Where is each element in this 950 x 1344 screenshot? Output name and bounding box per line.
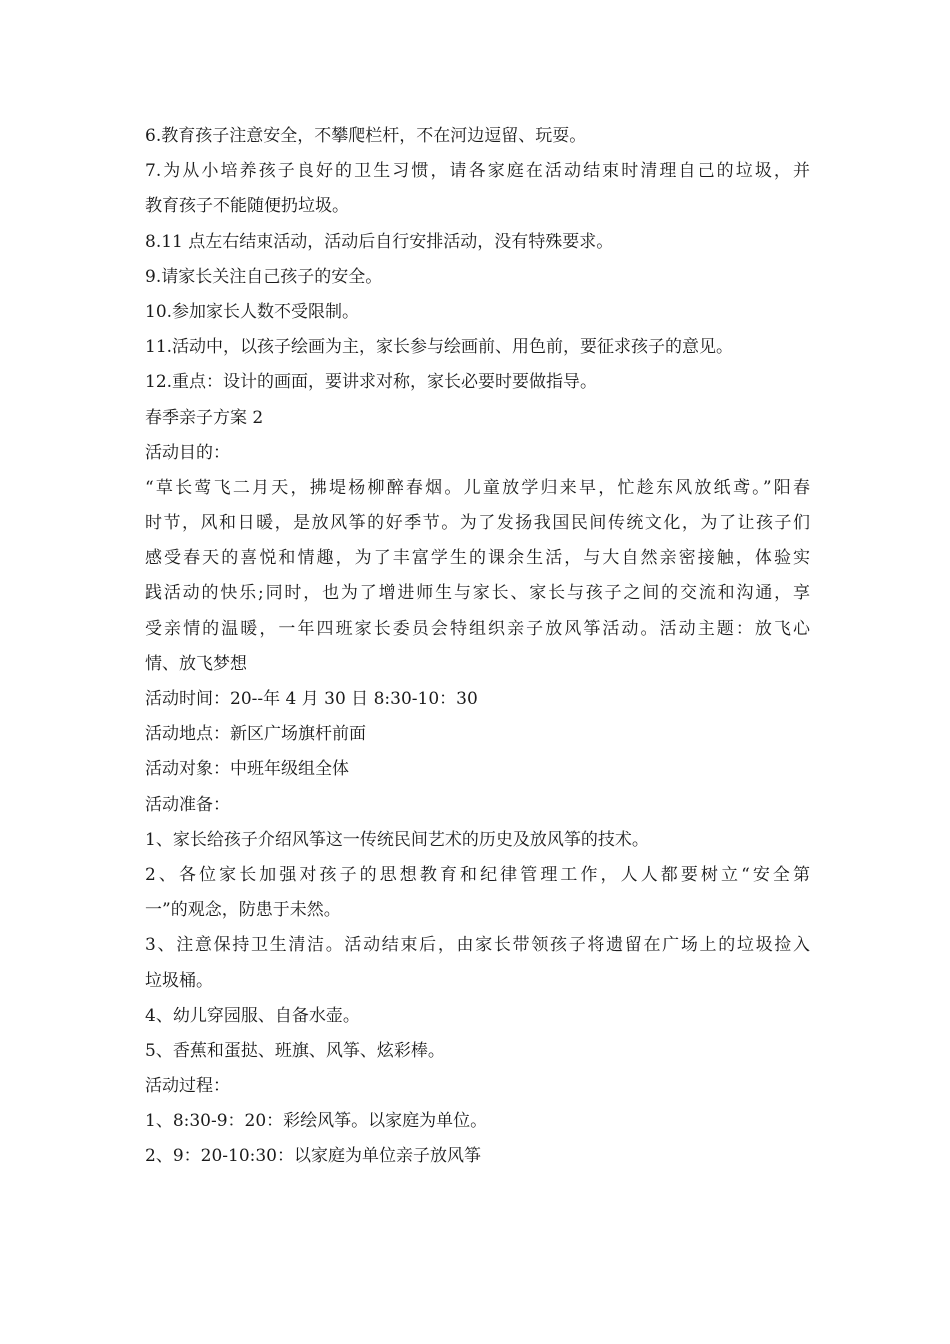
preparation-item-2-line-2: 一”的观念，防患于未然。 xyxy=(145,900,341,921)
list-item-10: 10.参加家长人数不受限制。 xyxy=(145,301,360,322)
section-title: 春季亲子方案 2 xyxy=(145,407,264,428)
preparation-heading: 活动准备： xyxy=(145,794,230,815)
activity-audience: 活动对象：中班年级组全体 xyxy=(145,759,349,780)
preparation-item-1: 1、家长给孩子介绍风筝这一传统民间艺术的历史及放风筝的技术。 xyxy=(145,829,649,850)
process-item-2: 2、9：20-10:30：以家庭为单位亲子放风筝 xyxy=(145,1146,481,1167)
purpose-paragraph-line-2: 时节，风和日暖，是放风筝的好季节。为了发扬我国民间传统文化，为了让孩子们 xyxy=(145,513,810,534)
preparation-item-3-line-2: 垃圾桶。 xyxy=(145,970,213,991)
purpose-paragraph-line-4: 践活动的快乐;同时，也为了增进师生与家长、家长与孩子之间的交流和沟通，享 xyxy=(145,583,810,604)
preparation-item-3-line-1: 3、注意保持卫生清洁。活动结束后，由家长带领孩子将遗留在广场上的垃圾捡入 xyxy=(145,935,810,956)
list-item-6: 6.教育孩子注意安全，不攀爬栏杆，不在河边逗留、玩耍。 xyxy=(145,126,587,146)
list-item-8: 8.11 点左右结束活动，活动后自行安排活动，没有特殊要求。 xyxy=(145,231,614,252)
document-body xyxy=(145,119,810,1175)
activity-location: 活动地点：新区广场旗杆前面 xyxy=(145,724,366,745)
list-item-7-line-2: 教育孩子不能随便扔垃圾。 xyxy=(145,196,349,217)
activity-time: 活动时间：20--年 4 月 30 日 8:30-10：30 xyxy=(145,689,478,709)
process-heading: 活动过程： xyxy=(145,1076,230,1097)
list-item-12: 12.重点：设计的画面，要讲求对称，家长必要时要做指导。 xyxy=(145,372,598,393)
purpose-heading: 活动目的： xyxy=(145,442,230,463)
purpose-paragraph-line-5: 受亲情的温暖，一年四班家长委员会特组织亲子放风筝活动。活动主题：放飞心 xyxy=(145,618,810,639)
list-item-11: 11.活动中，以孩子绘画为主，家长参与绘画前、用色前，要征求孩子的意见。 xyxy=(145,337,734,358)
preparation-item-4: 4、幼儿穿园服、自备水壶。 xyxy=(145,1005,360,1026)
process-item-1: 1、8:30-9：20：彩绘风筝。以家庭为单位。 xyxy=(145,1111,488,1132)
purpose-paragraph-line-6: 情、放飞梦想 xyxy=(145,653,247,674)
list-item-9: 9.请家长关注自己孩子的安全。 xyxy=(145,266,383,287)
purpose-paragraph-line-3: 感受春天的喜悦和情趣，为了丰富学生的课余生活，与大自然亲密接触，体验实 xyxy=(145,548,810,569)
preparation-item-5: 5、香蕉和蛋挞、班旗、风筝、炫彩棒。 xyxy=(145,1040,445,1061)
list-item-7-line-1: 7.为从小培养孩子良好的卫生习惯，请各家庭在活动结束时清理自己的垃圾，并 xyxy=(145,161,810,182)
purpose-paragraph-line-1: “草长莺飞二月天，拂堤杨柳醉春烟。儿童放学归来早，忙趁东风放纸鸢。”阳春 xyxy=(145,477,810,498)
preparation-item-2-line-1: 2、各位家长加强对孩子的思想教育和纪律管理工作，人人都要树立“安全第 xyxy=(145,864,810,885)
